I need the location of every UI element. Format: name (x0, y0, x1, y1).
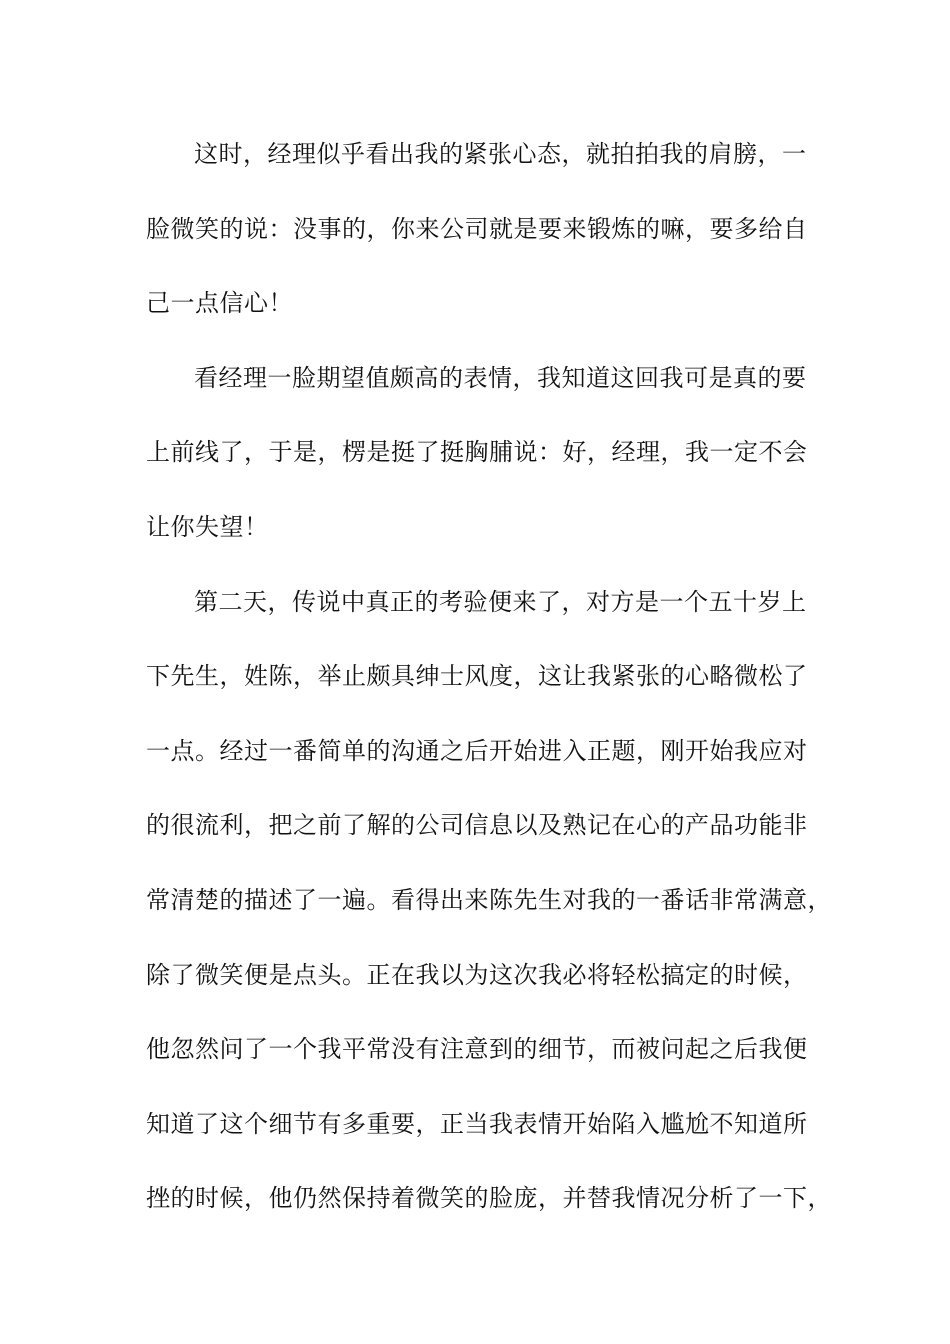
text-line: 挫的时候，他仍然保持着微笑的脸庞，并替我情况分析了一下， (146, 1184, 832, 1213)
text-line: 己一点信心！ (146, 289, 293, 318)
text-line: 脸微笑的说：没事的，你来公司就是要来锻炼的嘛，要多给自 (146, 214, 808, 243)
text-line: 第二天，传说中真正的考验便来了，对方是一个五十岁上 (194, 587, 807, 616)
text-line: 除了微笑便是点头。正在我以为这次我必将轻松搞定的时候， (146, 960, 808, 989)
text-line: 让你失望！ (146, 512, 269, 541)
text-line: 的很流利，把之前了解的公司信息以及熟记在心的产品功能非 (146, 811, 808, 840)
text-line: 常清楚的描述了一遍。看得出来陈先生对我的一番话非常满意， (146, 885, 832, 914)
text-line: 他忽然问了一个我平常没有注意到的细节，而被问起之后我便 (146, 1035, 808, 1064)
document-body (146, 130, 832, 1249)
text-line: 看经理一脸期望值颇高的表情，我知道这回我可是真的要 (194, 363, 807, 392)
text-line: 这时，经理似乎看出我的紧张心态，就拍拍我的肩膀，一 (194, 140, 807, 168)
text-line: 上前线了，于是，楞是挺了挺胸脯说：好，经理，我一定不会 (146, 438, 808, 467)
text-line: 知道了这个细节有多重要，正当我表情开始陷入尴尬不知道所 (146, 1109, 808, 1138)
text-line: 下先生，姓陈，举止颇具绅士风度，这让我紧张的心略微松了 (146, 662, 808, 691)
text-line: 一点。经过一番简单的沟通之后开始进入正题，刚开始我应对 (146, 736, 808, 765)
